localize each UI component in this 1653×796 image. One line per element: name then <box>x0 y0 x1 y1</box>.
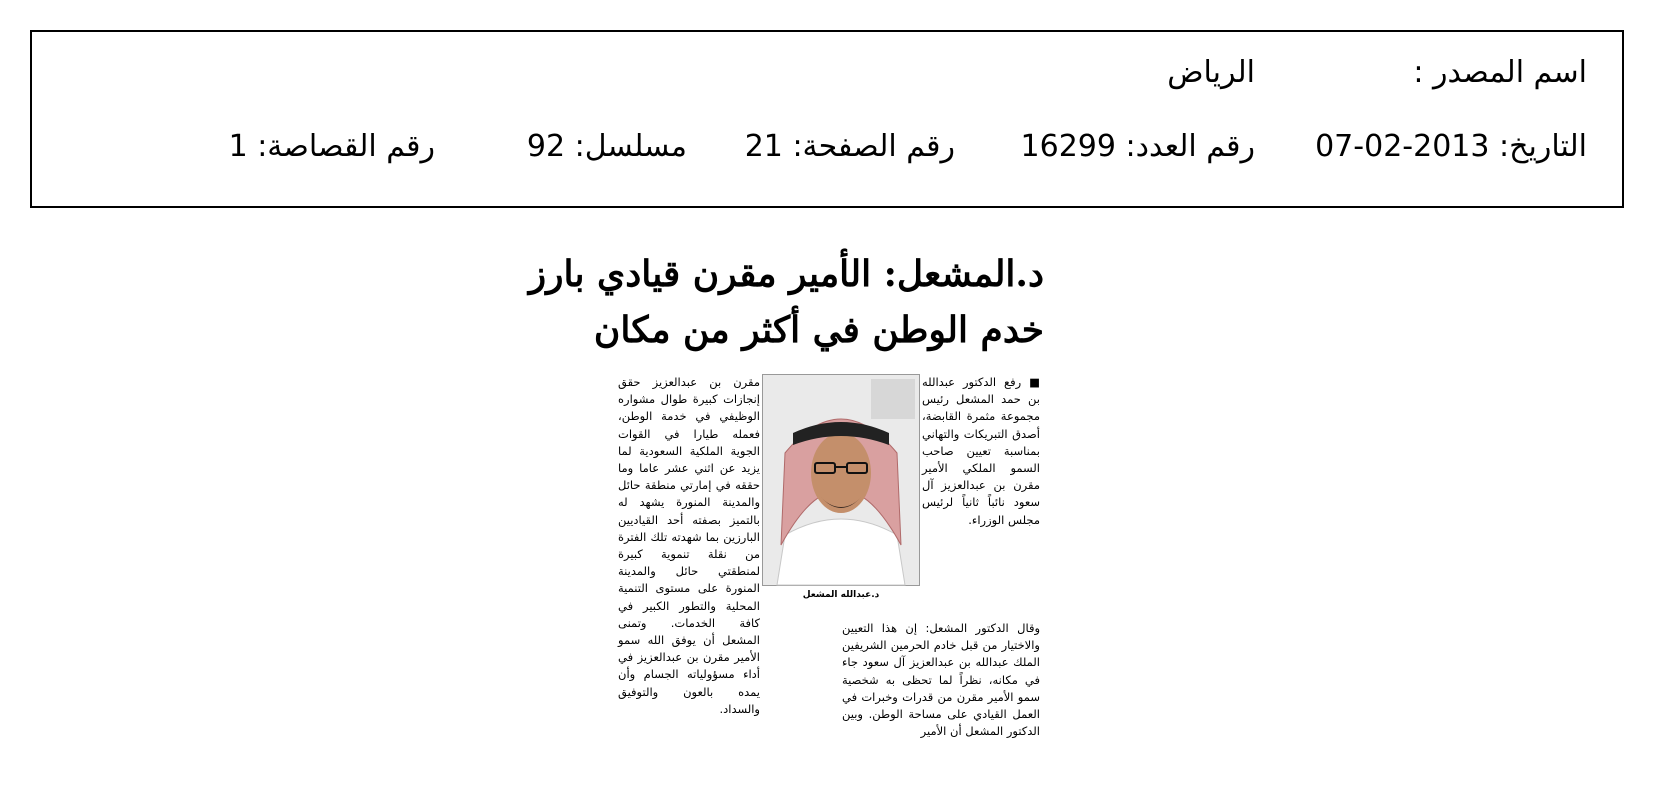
headline-line-2: خدم الوطن في أكثر من مكان <box>593 309 1044 351</box>
article-column-left: مقرن بن عبدالعزيز حقق إنجازات كبيرة طوال مشواره الوظيفي في خدمة الوطن، فعمله طيارا في القوات الجوية الملكية السعودية لما يزيد عن اثني عشر عاما وما حققه في إمارتي منطقة حائل والمدينة المنورة يشهد له بالتميز بصفته أحد القياديين البارزين بما شهدته تلك الفترة من نقلة تنموية كبيرة لمنطقتي حائل والمدينة المنورة على مستوى التنمية المحلية والتطور الكبير في كافة الخدمات. وتمنى المشعل أن يوفق الله سمو الأمير مقرن بن عبدالعزيز في أداء مسؤولياته الجسام وأن يمده بالعون والتوفيق والسداد. <box>618 375 760 716</box>
photo-caption: د.عبدالله المشعل <box>802 590 880 600</box>
page-number-field: رقم الصفحة: 21 <box>744 129 955 164</box>
newspaper-clipping <box>528 236 1044 796</box>
portrait-photo <box>762 374 920 586</box>
portrait-illustration <box>763 375 919 585</box>
date-field: التاريخ: 2013-02-07 <box>1315 129 1587 164</box>
headline-line-1: د.المشعل: الأمير مقرن قيادي بارز <box>528 253 1044 295</box>
serial-field: مسلسل: 92 <box>526 129 687 164</box>
article-column-right: ■ رفع الدكتور عبدالله بن حمد المشعل رئيس مجموعة مثمرة القابضة، أصدق التبريكات والتهاني بمناسبة تعيين صاحب السمو الملكي الأمير مقرن بن عبدالعزيز آل سعود نائباً ثانياً لرئيس مجلس الوزراء. <box>922 375 1040 527</box>
source-info-box <box>30 30 1624 208</box>
article-column-middle: وقال الدكتور المشعل: إن هذا التعيين والاختيار من قبل خادم الحرمين الشريفين الملك عبدالله بن عبدالعزيز آل سعود جاء في مكانه، نظراً لما تحظى به شخصية سمو الأمير مقرن من قدرات وخبرات في العمل القيادي على مساحة الوطن. وبين الدكتور المشعل أن الأمير <box>842 621 1040 739</box>
source-label: اسم المصدر : <box>1413 55 1587 90</box>
issue-number-field: رقم العدد: 16299 <box>1020 129 1255 164</box>
clip-number-field: رقم القصاصة: 1 <box>228 129 435 164</box>
source-value: الرياض <box>1167 55 1255 90</box>
